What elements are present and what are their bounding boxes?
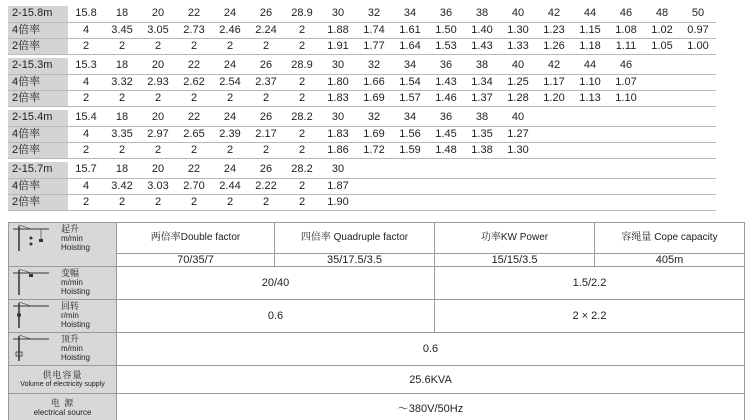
load-row bbox=[8, 22, 716, 38]
table-cell: 2 bbox=[284, 38, 320, 54]
table-cell: 2.17 bbox=[248, 126, 284, 142]
table-cell: 1.90 bbox=[320, 194, 356, 210]
table-cell: 2 bbox=[104, 90, 140, 106]
table-cell bbox=[680, 194, 716, 210]
table-cell: 1.30 bbox=[500, 22, 536, 38]
table-cell: 2.97 bbox=[140, 126, 176, 142]
table-cell bbox=[608, 178, 644, 194]
table-cell: 0.97 bbox=[680, 22, 716, 38]
table-cell: 34 bbox=[392, 58, 428, 74]
table-cell: 42 bbox=[536, 6, 572, 22]
table-cell: 1.11 bbox=[608, 38, 644, 54]
table-cell: 26 bbox=[248, 58, 284, 74]
load-row bbox=[8, 142, 716, 158]
power-source-value: ～380V/50Hz bbox=[117, 394, 745, 420]
table-cell: 1.57 bbox=[392, 90, 428, 106]
table-cell: 1.08 bbox=[608, 22, 644, 38]
table-cell: 1.43 bbox=[428, 74, 464, 90]
hoisting-label-cn: 起升 bbox=[61, 224, 80, 234]
table-cell: 1.05 bbox=[644, 38, 680, 54]
table-cell: 2 bbox=[104, 194, 140, 210]
table-cell: 1.72 bbox=[356, 142, 392, 158]
table-cell: 4 bbox=[68, 22, 104, 38]
table-cell: 1.56 bbox=[392, 126, 428, 142]
table-cell: 18 bbox=[104, 6, 140, 22]
table-cell bbox=[464, 178, 500, 194]
table-cell: 1.45 bbox=[428, 126, 464, 142]
table-cell: 38 bbox=[464, 58, 500, 74]
power-supply-label-en: Volume of electricity supply bbox=[20, 380, 105, 388]
load-row bbox=[8, 126, 716, 142]
table-cell: 1.50 bbox=[428, 22, 464, 38]
radius-row bbox=[8, 6, 716, 22]
table-cell: 2 bbox=[140, 38, 176, 54]
table-cell bbox=[500, 194, 536, 210]
table-cell: 1.37 bbox=[464, 90, 500, 106]
table-cell: 30 bbox=[320, 162, 356, 178]
table-cell: 2 bbox=[212, 142, 248, 158]
table-cell: 1.07 bbox=[608, 74, 644, 90]
slewing-speed-value: 0.6 bbox=[117, 300, 435, 333]
table-cell bbox=[644, 142, 680, 158]
table-cell: 2 bbox=[248, 194, 284, 210]
slewing-label-unit: r/min bbox=[61, 311, 79, 320]
table-cell bbox=[644, 110, 680, 126]
table-cell: 2.37 bbox=[248, 74, 284, 90]
table-cell: 48 bbox=[644, 6, 680, 22]
hoisting-label-cell bbox=[9, 223, 117, 267]
table-cell: 3.35 bbox=[104, 126, 140, 142]
table-cell: 18 bbox=[104, 110, 140, 126]
table-cell: 3.45 bbox=[104, 22, 140, 38]
table-cell: 1.46 bbox=[428, 90, 464, 106]
table-cell: 30 bbox=[320, 110, 356, 126]
table-cell: 2 bbox=[248, 38, 284, 54]
table-cell bbox=[680, 178, 716, 194]
row-label: 4倍率 bbox=[8, 74, 68, 90]
table-cell: 1.77 bbox=[356, 38, 392, 54]
value-quadruple-factor: 35/17.5/3.5 bbox=[275, 254, 435, 267]
table-cell: 32 bbox=[356, 6, 392, 22]
table-cell bbox=[536, 178, 572, 194]
table-cell: 1.69 bbox=[356, 90, 392, 106]
table-cell bbox=[608, 110, 644, 126]
table-cell: 1.91 bbox=[320, 38, 356, 54]
table-cell: 2 bbox=[284, 74, 320, 90]
table-cell: 1.33 bbox=[500, 38, 536, 54]
power-source-label-cell bbox=[9, 394, 117, 420]
table-cell: 18 bbox=[104, 162, 140, 178]
table-cell bbox=[680, 58, 716, 74]
radius-row bbox=[8, 162, 716, 178]
slewing-crane-icon bbox=[9, 300, 53, 329]
table-cell bbox=[572, 194, 608, 210]
table-cell bbox=[356, 178, 392, 194]
table-cell: 1.18 bbox=[572, 38, 608, 54]
table-cell: 2 bbox=[284, 126, 320, 142]
table-cell: 3.32 bbox=[104, 74, 140, 90]
table-cell: 1.83 bbox=[320, 90, 356, 106]
luffing-speed-value: 20/40 bbox=[117, 267, 435, 300]
header-quadruple-factor: 四倍率 Quadruple factor bbox=[275, 223, 435, 254]
table-cell: 3.05 bbox=[140, 22, 176, 38]
luffing-crane-icon bbox=[9, 267, 53, 296]
table-cell: 28.2 bbox=[284, 162, 320, 178]
table-cell: 2 bbox=[68, 194, 104, 210]
table-cell bbox=[392, 178, 428, 194]
table-cell bbox=[680, 142, 716, 158]
row-label: 2倍率 bbox=[8, 90, 68, 106]
table-cell: 28.2 bbox=[284, 110, 320, 126]
table-cell bbox=[644, 74, 680, 90]
table-cell: 1.10 bbox=[572, 74, 608, 90]
table-cell bbox=[572, 178, 608, 194]
table-cell: 2 bbox=[104, 142, 140, 158]
table-cell bbox=[356, 162, 392, 178]
table-cell bbox=[644, 162, 680, 178]
table-cell: 34 bbox=[392, 6, 428, 22]
table-cell: 2 bbox=[248, 90, 284, 106]
table-cell: 1.88 bbox=[320, 22, 356, 38]
table-cell: 22 bbox=[176, 58, 212, 74]
table-cell: 1.66 bbox=[356, 74, 392, 90]
table-cell bbox=[608, 162, 644, 178]
table-cell bbox=[392, 162, 428, 178]
table-cell: 2.70 bbox=[176, 178, 212, 194]
table-cell: 2 bbox=[104, 38, 140, 54]
table-cell: 1.40 bbox=[464, 22, 500, 38]
table-cell: 2.93 bbox=[140, 74, 176, 90]
table-cell: 1.27 bbox=[500, 126, 536, 142]
slewing-power-value: 2 × 2.2 bbox=[435, 300, 745, 333]
table-cell: 40 bbox=[500, 6, 536, 22]
table-cell: 4 bbox=[68, 126, 104, 142]
table-cell: 2 bbox=[176, 194, 212, 210]
table-cell: 2 bbox=[284, 22, 320, 38]
table-cell: 2 bbox=[284, 194, 320, 210]
table-cell: 2 bbox=[68, 90, 104, 106]
table-cell: 24 bbox=[212, 58, 248, 74]
table-cell: 24 bbox=[212, 162, 248, 178]
table-cell: 1.20 bbox=[536, 90, 572, 106]
table-cell bbox=[680, 74, 716, 90]
table-cell: 20 bbox=[140, 6, 176, 22]
power-supply-label-cell bbox=[9, 366, 117, 394]
table-cell: 1.86 bbox=[320, 142, 356, 158]
slewing-label-cell bbox=[9, 300, 117, 333]
radius-row bbox=[8, 110, 716, 126]
table-cell: 38 bbox=[464, 110, 500, 126]
table-cell bbox=[536, 126, 572, 142]
header-rope-capacity: 容绳量 Cope capacity bbox=[595, 223, 745, 254]
luffing-label-cell bbox=[9, 267, 117, 300]
table-cell bbox=[680, 110, 716, 126]
table-cell: 1.02 bbox=[644, 22, 680, 38]
hoisting-crane-icon bbox=[9, 223, 53, 252]
table-cell: 1.54 bbox=[392, 74, 428, 90]
load-row bbox=[8, 90, 716, 106]
table-cell bbox=[644, 58, 680, 74]
table-cell: 26 bbox=[248, 162, 284, 178]
table-cell bbox=[572, 126, 608, 142]
table-cell: 30 bbox=[320, 6, 356, 22]
table-cell bbox=[500, 162, 536, 178]
spec-table bbox=[8, 222, 745, 420]
table-cell: 2 bbox=[212, 194, 248, 210]
table-cell bbox=[680, 126, 716, 142]
table-cell: 2 bbox=[284, 90, 320, 106]
table-cell: 36 bbox=[428, 6, 464, 22]
table-cell bbox=[428, 178, 464, 194]
table-cell bbox=[680, 90, 716, 106]
table-cell: 1.28 bbox=[500, 90, 536, 106]
table-cell: 32 bbox=[356, 58, 392, 74]
header-power: 功率KW Power bbox=[435, 223, 595, 254]
table-cell: 2.62 bbox=[176, 74, 212, 90]
table-cell: 30 bbox=[320, 58, 356, 74]
table-cell: 28.9 bbox=[284, 6, 320, 22]
radius-row bbox=[8, 58, 716, 74]
table-cell: 2 bbox=[284, 178, 320, 194]
table-cell bbox=[644, 178, 680, 194]
table-cell bbox=[572, 162, 608, 178]
table-cell: 2 bbox=[140, 90, 176, 106]
row-label: 2倍率 bbox=[8, 142, 68, 158]
table-cell: 2 bbox=[248, 142, 284, 158]
table-cell: 1.38 bbox=[464, 142, 500, 158]
table-cell bbox=[572, 110, 608, 126]
table-cell: 1.80 bbox=[320, 74, 356, 90]
table-cell: 26 bbox=[248, 110, 284, 126]
table-cell: 1.13 bbox=[572, 90, 608, 106]
table-cell: 44 bbox=[572, 6, 608, 22]
table-cell: 2.22 bbox=[248, 178, 284, 194]
table-cell: 50 bbox=[680, 6, 716, 22]
table-cell: 1.64 bbox=[392, 38, 428, 54]
table-cell: 24 bbox=[212, 110, 248, 126]
table-cell: 1.83 bbox=[320, 126, 356, 142]
table-cell: 1.69 bbox=[356, 126, 392, 142]
load-chart-table bbox=[8, 6, 716, 211]
table-cell bbox=[608, 142, 644, 158]
row-label: 2倍率 bbox=[8, 194, 68, 210]
table-cell: 1.26 bbox=[536, 38, 572, 54]
row-label: 2-15.8m bbox=[8, 6, 68, 22]
table-cell: 1.48 bbox=[428, 142, 464, 158]
table-cell: 1.15 bbox=[572, 22, 608, 38]
table-cell bbox=[464, 194, 500, 210]
table-cell bbox=[572, 142, 608, 158]
luffing-label-unit: m/min bbox=[61, 278, 83, 287]
row-label: 2倍率 bbox=[8, 38, 68, 54]
table-cell: 2 bbox=[212, 38, 248, 54]
table-cell: 2 bbox=[212, 90, 248, 106]
table-cell: 15.3 bbox=[68, 58, 104, 74]
table-cell: 15.7 bbox=[68, 162, 104, 178]
table-cell bbox=[644, 194, 680, 210]
table-cell: 20 bbox=[140, 58, 176, 74]
luffing-power-value: 1.5/2.2 bbox=[435, 267, 745, 300]
value-double-factor: 70/35/7 bbox=[117, 254, 275, 267]
power-supply-label-cn: 供电容量 bbox=[42, 369, 83, 380]
row-label: 2-15.4m bbox=[8, 110, 68, 126]
row-label: 4倍率 bbox=[8, 126, 68, 142]
table-cell bbox=[428, 194, 464, 210]
jacking-crane-icon bbox=[9, 333, 53, 362]
load-row bbox=[8, 194, 716, 210]
table-cell: 2.44 bbox=[212, 178, 248, 194]
table-cell: 32 bbox=[356, 110, 392, 126]
table-cell: 1.53 bbox=[428, 38, 464, 54]
table-cell: 1.35 bbox=[464, 126, 500, 142]
table-cell: 46 bbox=[608, 6, 644, 22]
table-cell bbox=[608, 194, 644, 210]
table-cell: 44 bbox=[572, 58, 608, 74]
table-cell: 2.73 bbox=[176, 22, 212, 38]
table-cell: 1.10 bbox=[608, 90, 644, 106]
table-cell bbox=[464, 162, 500, 178]
table-cell: 2.24 bbox=[248, 22, 284, 38]
jacking-label-en: Hoisting bbox=[61, 353, 90, 362]
table-cell: 18 bbox=[104, 58, 140, 74]
slewing-label-cn: 回转 bbox=[61, 301, 80, 311]
row-label: 4倍率 bbox=[8, 22, 68, 38]
table-cell: 1.34 bbox=[464, 74, 500, 90]
slewing-label-en: Hoisting bbox=[61, 320, 90, 329]
table-cell: 40 bbox=[500, 110, 536, 126]
table-cell: 22 bbox=[176, 110, 212, 126]
table-cell: 1.74 bbox=[356, 22, 392, 38]
luffing-label-cn: 变幅 bbox=[61, 268, 80, 278]
jacking-label-unit: m/min bbox=[61, 344, 83, 353]
table-cell: 38 bbox=[464, 6, 500, 22]
table-cell: 3.42 bbox=[104, 178, 140, 194]
row-label: 4倍率 bbox=[8, 178, 68, 194]
table-cell: 2.65 bbox=[176, 126, 212, 142]
table-cell: 36 bbox=[428, 110, 464, 126]
table-cell bbox=[680, 162, 716, 178]
jacking-label-cn: 顶升 bbox=[61, 334, 80, 344]
table-cell: 20 bbox=[140, 110, 176, 126]
table-cell: 24 bbox=[212, 6, 248, 22]
value-power: 15/15/3.5 bbox=[435, 254, 595, 267]
table-cell bbox=[500, 178, 536, 194]
table-cell: 1.87 bbox=[320, 178, 356, 194]
table-cell: 1.00 bbox=[680, 38, 716, 54]
table-cell: 15.4 bbox=[68, 110, 104, 126]
table-cell: 2 bbox=[176, 142, 212, 158]
table-cell: 1.25 bbox=[500, 74, 536, 90]
table-cell bbox=[392, 194, 428, 210]
hoisting-label-en: Hoisting bbox=[61, 243, 90, 252]
table-cell bbox=[644, 90, 680, 106]
table-cell: 2.54 bbox=[212, 74, 248, 90]
table-cell bbox=[644, 126, 680, 142]
table-cell bbox=[356, 194, 392, 210]
table-cell bbox=[536, 142, 572, 158]
table-cell: 4 bbox=[68, 178, 104, 194]
table-cell: 42 bbox=[536, 58, 572, 74]
table-cell: 2.39 bbox=[212, 126, 248, 142]
load-row bbox=[8, 178, 716, 194]
table-cell bbox=[536, 162, 572, 178]
table-cell bbox=[428, 162, 464, 178]
table-cell: 2 bbox=[68, 142, 104, 158]
table-cell: 2.46 bbox=[212, 22, 248, 38]
table-cell: 4 bbox=[68, 74, 104, 90]
load-row bbox=[8, 74, 716, 90]
table-cell: 2 bbox=[140, 142, 176, 158]
value-rope-capacity: 405m bbox=[595, 254, 745, 267]
table-cell: 20 bbox=[140, 162, 176, 178]
table-cell: 1.43 bbox=[464, 38, 500, 54]
table-cell: 46 bbox=[608, 58, 644, 74]
table-cell: 28.9 bbox=[284, 58, 320, 74]
table-cell: 1.59 bbox=[392, 142, 428, 158]
table-cell bbox=[536, 194, 572, 210]
load-row bbox=[8, 38, 716, 54]
luffing-label-en: Hoisting bbox=[61, 287, 90, 296]
table-cell: 34 bbox=[392, 110, 428, 126]
power-source-label-cn: 电 源 bbox=[50, 397, 75, 408]
table-cell: 22 bbox=[176, 162, 212, 178]
table-cell: 40 bbox=[500, 58, 536, 74]
row-label: 2-15.7m bbox=[8, 162, 68, 178]
table-cell: 22 bbox=[176, 6, 212, 22]
table-cell: 36 bbox=[428, 58, 464, 74]
table-cell: 1.23 bbox=[536, 22, 572, 38]
power-supply-value: 25.6KVA bbox=[117, 366, 745, 394]
table-cell: 1.30 bbox=[500, 142, 536, 158]
table-cell: 2 bbox=[176, 38, 212, 54]
table-cell: 3.03 bbox=[140, 178, 176, 194]
table-cell: 2 bbox=[176, 90, 212, 106]
table-cell: 2 bbox=[284, 142, 320, 158]
jacking-label-cell bbox=[9, 333, 117, 366]
row-label: 2-15.3m bbox=[8, 58, 68, 74]
jacking-speed-value: 0.6 bbox=[117, 333, 745, 366]
table-cell: 15.8 bbox=[68, 6, 104, 22]
power-source-label-en: electrical source bbox=[33, 407, 92, 417]
table-cell: 1.17 bbox=[536, 74, 572, 90]
table-cell: 1.61 bbox=[392, 22, 428, 38]
hoisting-label-unit: m/min bbox=[61, 234, 83, 243]
table-cell: 26 bbox=[248, 6, 284, 22]
table-cell: 2 bbox=[140, 194, 176, 210]
table-cell: 2 bbox=[68, 38, 104, 54]
table-cell bbox=[608, 126, 644, 142]
header-double-factor: 两倍率Double factor bbox=[117, 223, 275, 254]
table-cell bbox=[536, 110, 572, 126]
